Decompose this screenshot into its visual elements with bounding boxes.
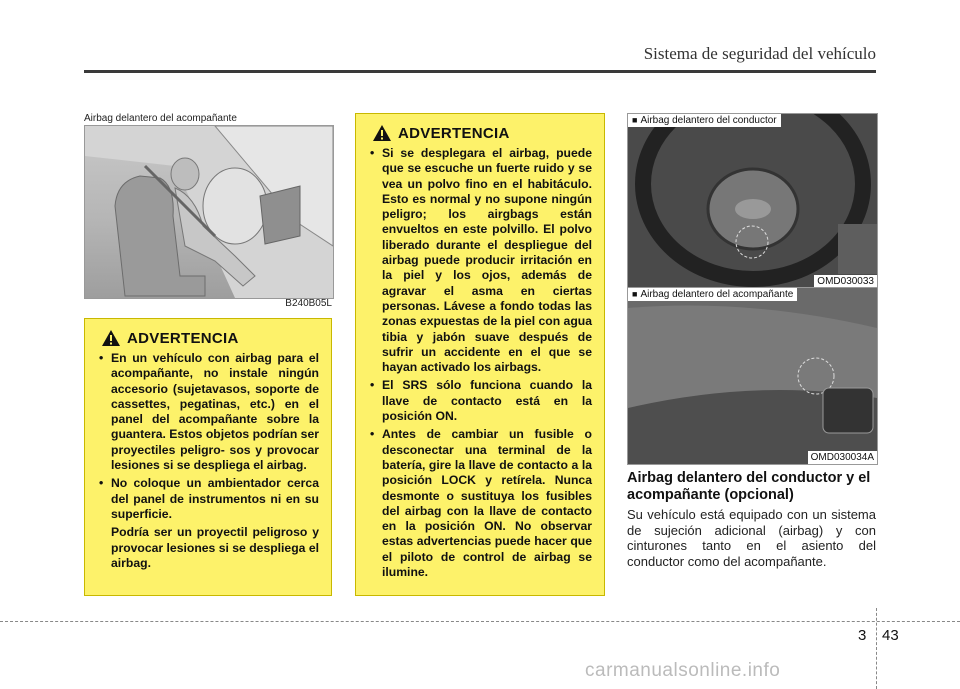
section-title: Airbag delantero del conductor y el acompañante (opcional)	[627, 470, 871, 503]
warning-box-middle	[355, 113, 605, 596]
left-figure-label: Airbag delantero del acompañante	[84, 113, 237, 124]
warning-item: • Si se desplegara el airbag, puede que se escuche un fuerte ruido y se vea un polvo fino en el habitáculo. Esto es normal y no supone ningún peligro; los airgbags están envueltos en este polvillo. El polvo liberado durante el despliegue del airbag puede producir irritación en la piel y los ojos, además de agravar el asma en ciertas personas. Lávese a fondo todas las zonas expuestas de la piel con agua tibia y jabón suave después de sufrir un accidente en el que se hayan activado los airbags.	[368, 146, 592, 375]
warning-triangle-icon	[372, 124, 392, 142]
warning-header	[101, 329, 319, 347]
driver-airbag-photo	[627, 113, 878, 289]
warning-list	[97, 351, 319, 571]
header-rule	[84, 70, 876, 73]
warning-title: ADVERTENCIA	[398, 124, 510, 142]
page-header-title: Sistema de seguridad del vehículo	[643, 44, 876, 63]
right-top-figure-code: OMD030033	[814, 275, 877, 288]
passenger-airbag-drawing	[85, 126, 333, 298]
right-bottom-figure-code: OMD030034A	[808, 451, 877, 464]
right-top-figure-label: Airbag delantero del conductor	[640, 115, 777, 126]
footer-divider	[876, 608, 877, 689]
warning-note: Podría ser un proyectil peligroso y provocar lesiones si se despliega el airbag.	[111, 525, 319, 570]
warning-item: • No coloque un ambientador cerca del panel de instrumentos ni en su superficie.	[97, 476, 319, 522]
section-body: Su vehículo está equipado con un sistema de sujeción adicional (airbag) y con cinturones tanto en el asiento del conductor como del acompañante.	[627, 507, 876, 569]
square-bullet-icon: ■	[632, 289, 638, 299]
passenger-dashboard-photo	[627, 287, 878, 465]
steering-wheel-drawing	[628, 114, 877, 288]
warning-triangle-icon	[101, 329, 121, 347]
watermark: carmanualsonline.info	[585, 660, 781, 681]
warning-item: • Antes de cambiar un fusible o desconectar una terminal de la batería, gire la llave de contacto a la posición LOCK y retírela. Nunca desmonte o sustituya los fusibles del airbag con la llave de contacto en la posición ON. No observar estas advertencias puede hacer que el piloto de control de airbag se ilumine.	[368, 427, 592, 580]
warning-box-left	[84, 318, 332, 596]
dashboard-drawing	[628, 288, 877, 464]
left-figure-code: B240B05L	[285, 298, 332, 309]
warning-item: • El SRS sólo funciona cuando la llave de contacto está en la posición ON.	[368, 378, 592, 424]
chapter-number: 3	[858, 627, 867, 644]
warning-item: • En un vehículo con airbag para el acompañante, no instale ningún accesorio (sujetavasos, soporte de cassettes, pegatinas, etc.) en el panel del acompañante sobre la guantera. Estos objetos podrían ser proyectiles peligro- sos y provocar lesiones si se despliega el airbag.	[97, 351, 319, 473]
warning-header	[372, 124, 592, 142]
page-number: 43	[882, 627, 899, 644]
square-bullet-icon: ■	[632, 115, 638, 125]
warning-list	[368, 146, 592, 580]
passenger-airbag-illustration	[84, 125, 334, 299]
footer-rule	[0, 621, 960, 622]
warning-title: ADVERTENCIA	[127, 329, 239, 347]
right-bottom-figure-label-box	[628, 288, 797, 301]
right-top-figure-label-box	[628, 114, 781, 127]
right-bottom-figure-label: Airbag delantero del acompañante	[640, 289, 794, 300]
